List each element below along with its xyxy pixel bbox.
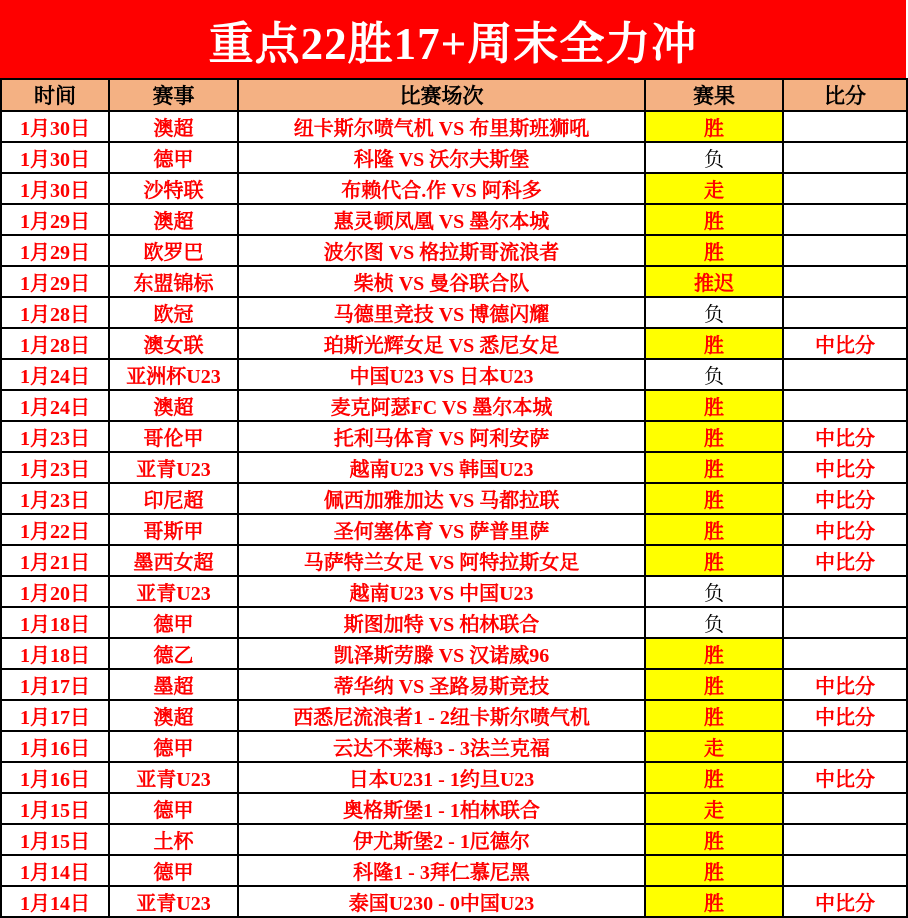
- cell-match: 柴桢 VS 曼谷联合队: [238, 266, 645, 297]
- cell-league: 德甲: [109, 793, 238, 824]
- table-row: [1, 390, 907, 421]
- cell-score: 中比分: [783, 452, 907, 483]
- cell-league: 墨西女超: [109, 545, 238, 576]
- cell-date: 1月18日: [1, 607, 109, 638]
- cell-date: 1月29日: [1, 204, 109, 235]
- cell-date: 1月15日: [1, 793, 109, 824]
- col-header-match: 比赛场次: [238, 79, 645, 111]
- cell-result: 胜: [645, 235, 783, 266]
- cell-result: 走: [645, 731, 783, 762]
- cell-league: 亚青U23: [109, 762, 238, 793]
- table-row: [1, 607, 907, 638]
- cell-score: [783, 266, 907, 297]
- cell-date: 1月24日: [1, 390, 109, 421]
- cell-date: 1月16日: [1, 731, 109, 762]
- cell-date: 1月18日: [1, 638, 109, 669]
- cell-result: 胜: [645, 669, 783, 700]
- cell-date: 1月17日: [1, 700, 109, 731]
- cell-match: 惠灵顿凤凰 VS 墨尔本城: [238, 204, 645, 235]
- cell-date: 1月14日: [1, 886, 109, 917]
- cell-league: 澳超: [109, 700, 238, 731]
- col-header-league: 赛事: [109, 79, 238, 111]
- cell-league: 东盟锦标: [109, 266, 238, 297]
- cell-score: 中比分: [783, 483, 907, 514]
- cell-match: 圣何塞体育 VS 萨普里萨: [238, 514, 645, 545]
- table-row: [1, 576, 907, 607]
- cell-score: [783, 297, 907, 328]
- table-row: [1, 204, 907, 235]
- cell-match: 马德里竞技 VS 博德闪耀: [238, 297, 645, 328]
- table-row: [1, 173, 907, 204]
- cell-result: 胜: [645, 855, 783, 886]
- cell-result: 走: [645, 793, 783, 824]
- cell-score: [783, 731, 907, 762]
- table-row: [1, 793, 907, 824]
- cell-result: 胜: [645, 204, 783, 235]
- cell-match: 云达不莱梅3 - 3法兰克福: [238, 731, 645, 762]
- cell-match: 纽卡斯尔喷气机 VS 布里斯班狮吼: [238, 111, 645, 142]
- cell-league: 印尼超: [109, 483, 238, 514]
- cell-league: 亚青U23: [109, 886, 238, 917]
- cell-score: [783, 142, 907, 173]
- cell-date: 1月30日: [1, 111, 109, 142]
- cell-match: 托利马体育 VS 阿利安萨: [238, 421, 645, 452]
- cell-date: 1月29日: [1, 266, 109, 297]
- cell-score: [783, 359, 907, 390]
- col-header-time: 时间: [1, 79, 109, 111]
- cell-score: 中比分: [783, 886, 907, 917]
- cell-score: [783, 855, 907, 886]
- cell-match: 布赖代合.作 VS 阿科多: [238, 173, 645, 204]
- cell-result: 胜: [645, 514, 783, 545]
- cell-result: 推迟: [645, 266, 783, 297]
- cell-match: 斯图加特 VS 柏林联合: [238, 607, 645, 638]
- table-row: [1, 297, 907, 328]
- cell-league: 澳超: [109, 390, 238, 421]
- cell-league: 哥斯甲: [109, 514, 238, 545]
- cell-score: [783, 235, 907, 266]
- promo-banner: [0, 0, 906, 78]
- cell-date: 1月29日: [1, 235, 109, 266]
- table-row: [1, 886, 907, 917]
- cell-score: [783, 111, 907, 142]
- cell-date: 1月28日: [1, 297, 109, 328]
- cell-score: 中比分: [783, 421, 907, 452]
- cell-result: 负: [645, 576, 783, 607]
- cell-match: 蒂华纳 VS 圣路易斯竞技: [238, 669, 645, 700]
- cell-date: 1月23日: [1, 483, 109, 514]
- cell-date: 1月14日: [1, 855, 109, 886]
- cell-match: 科隆1 - 3拜仁慕尼黑: [238, 855, 645, 886]
- cell-date: 1月20日: [1, 576, 109, 607]
- cell-match: 日本U231 - 1约旦U23: [238, 762, 645, 793]
- cell-league: 澳超: [109, 111, 238, 142]
- cell-date: 1月17日: [1, 669, 109, 700]
- cell-score: [783, 638, 907, 669]
- col-header-score: 比分: [783, 79, 907, 111]
- cell-score: 中比分: [783, 514, 907, 545]
- cell-match: 波尔图 VS 格拉斯哥流浪者: [238, 235, 645, 266]
- cell-date: 1月24日: [1, 359, 109, 390]
- cell-result: 胜: [645, 700, 783, 731]
- cell-score: 中比分: [783, 669, 907, 700]
- table-row: [1, 855, 907, 886]
- cell-date: 1月21日: [1, 545, 109, 576]
- table-row: [1, 328, 907, 359]
- cell-score: 中比分: [783, 328, 907, 359]
- table-row: [1, 731, 907, 762]
- cell-date: 1月30日: [1, 142, 109, 173]
- cell-league: 德乙: [109, 638, 238, 669]
- cell-score: [783, 390, 907, 421]
- cell-result: 胜: [645, 328, 783, 359]
- cell-date: 1月30日: [1, 173, 109, 204]
- table-row: [1, 235, 907, 266]
- cell-league: 亚洲杯U23: [109, 359, 238, 390]
- table-row: [1, 483, 907, 514]
- table-row: [1, 266, 907, 297]
- table-row: [1, 452, 907, 483]
- cell-result: 胜: [645, 483, 783, 514]
- cell-date: 1月23日: [1, 421, 109, 452]
- cell-score: 中比分: [783, 545, 907, 576]
- cell-league: 澳女联: [109, 328, 238, 359]
- table-row: [1, 824, 907, 855]
- table-row: [1, 762, 907, 793]
- cell-score: [783, 793, 907, 824]
- cell-result: 胜: [645, 824, 783, 855]
- cell-league: 德甲: [109, 607, 238, 638]
- banner-title: 重点22胜17+周末全力冲: [208, 18, 698, 69]
- cell-match: 越南U23 VS 韩国U23: [238, 452, 645, 483]
- cell-result: 负: [645, 297, 783, 328]
- table-row: [1, 669, 907, 700]
- cell-result: 胜: [645, 111, 783, 142]
- cell-score: [783, 824, 907, 855]
- table-row: [1, 111, 907, 142]
- cell-result: 胜: [645, 886, 783, 917]
- cell-date: 1月22日: [1, 514, 109, 545]
- cell-score: [783, 173, 907, 204]
- table-row: [1, 700, 907, 731]
- cell-league: 德甲: [109, 142, 238, 173]
- cell-result: 胜: [645, 421, 783, 452]
- cell-league: 德甲: [109, 855, 238, 886]
- cell-match: 凯泽斯劳滕 VS 汉诺威96: [238, 638, 645, 669]
- table-row: [1, 359, 907, 390]
- cell-match: 西悉尼流浪者1 - 2纽卡斯尔喷气机: [238, 700, 645, 731]
- table-header-row: [1, 79, 907, 111]
- cell-league: 哥伦甲: [109, 421, 238, 452]
- cell-match: 中国U23 VS 日本U23: [238, 359, 645, 390]
- cell-result: 胜: [645, 638, 783, 669]
- cell-match: 科隆 VS 沃尔夫斯堡: [238, 142, 645, 173]
- cell-league: 欧冠: [109, 297, 238, 328]
- cell-score: [783, 204, 907, 235]
- table-row: [1, 142, 907, 173]
- cell-league: 亚青U23: [109, 576, 238, 607]
- cell-score: 中比分: [783, 700, 907, 731]
- cell-league: 澳超: [109, 204, 238, 235]
- cell-result: 负: [645, 607, 783, 638]
- cell-score: 中比分: [783, 762, 907, 793]
- cell-result: 胜: [645, 762, 783, 793]
- cell-match: 伊尤斯堡2 - 1厄德尔: [238, 824, 645, 855]
- cell-date: 1月16日: [1, 762, 109, 793]
- cell-date: 1月28日: [1, 328, 109, 359]
- cell-match: 泰国U230 - 0中国U23: [238, 886, 645, 917]
- cell-league: 土杯: [109, 824, 238, 855]
- cell-league: 墨超: [109, 669, 238, 700]
- cell-match: 奥格斯堡1 - 1柏林联合: [238, 793, 645, 824]
- cell-result: 负: [645, 142, 783, 173]
- cell-match: 佩西加雅加达 VS 马都拉联: [238, 483, 645, 514]
- cell-score: [783, 576, 907, 607]
- table-row: [1, 545, 907, 576]
- cell-result: 胜: [645, 545, 783, 576]
- cell-result: 胜: [645, 390, 783, 421]
- cell-date: 1月23日: [1, 452, 109, 483]
- table-row: [1, 514, 907, 545]
- cell-match: 马萨特兰女足 VS 阿特拉斯女足: [238, 545, 645, 576]
- col-header-result: 赛果: [645, 79, 783, 111]
- cell-league: 德甲: [109, 731, 238, 762]
- table-row: [1, 421, 907, 452]
- cell-league: 欧罗巴: [109, 235, 238, 266]
- cell-date: 1月15日: [1, 824, 109, 855]
- cell-match: 麦克阿瑟FC VS 墨尔本城: [238, 390, 645, 421]
- results-table: [0, 78, 908, 918]
- cell-match: 珀斯光辉女足 VS 悉尼女足: [238, 328, 645, 359]
- cell-match: 越南U23 VS 中国U23: [238, 576, 645, 607]
- cell-league: 亚青U23: [109, 452, 238, 483]
- cell-league: 沙特联: [109, 173, 238, 204]
- cell-score: [783, 607, 907, 638]
- cell-result: 负: [645, 359, 783, 390]
- cell-result: 胜: [645, 452, 783, 483]
- cell-result: 走: [645, 173, 783, 204]
- table-row: [1, 638, 907, 669]
